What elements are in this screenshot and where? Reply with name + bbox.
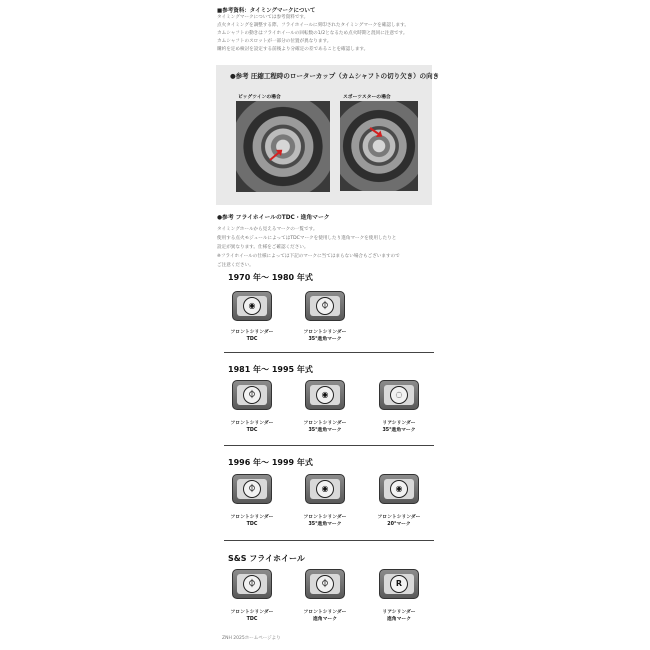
timing-mark-icon: ⏀ bbox=[248, 484, 256, 493]
timing-mark-label: フロントシリンダー TDC bbox=[230, 610, 274, 622]
tdc-line: 使用する点火モジュールによってはTDCマークを使用したり進角マークを使用したりと bbox=[217, 236, 397, 241]
timing-mark-label: リアシリンダー 35°進角マーク bbox=[382, 421, 416, 433]
timing-mark-image bbox=[232, 380, 272, 410]
timing-mark-image bbox=[305, 380, 345, 410]
timing-mark-image bbox=[379, 380, 419, 410]
page-footer: ZNH 2025ホームページより bbox=[222, 636, 281, 641]
timing-mark-icon: ◉ bbox=[321, 484, 329, 493]
timing-mark-icon: ⏀ bbox=[321, 579, 329, 588]
sportster-rotor-photo bbox=[340, 101, 418, 191]
timing-mark-label: フロントシリンダー 進角マーク bbox=[303, 610, 347, 622]
section-divider bbox=[224, 540, 434, 541]
timing-mark-image bbox=[305, 569, 345, 599]
timing-mark-label: フロントシリンダー 35°進角マーク bbox=[303, 330, 347, 342]
section-divider bbox=[224, 352, 434, 353]
timing-mark-icon: ⏀ bbox=[321, 301, 329, 310]
tdc-line: ※フライホイールの仕様によっては下記のマークに当てはまらない場合もございますので bbox=[217, 254, 400, 259]
timing-mark-image bbox=[379, 569, 419, 599]
timing-mark-icon: ⏀ bbox=[248, 390, 256, 399]
timing-mark-image bbox=[379, 474, 419, 504]
notes-line: カムシャフトの動きはフライホイールの回転数の1/2となるため点火時期と混同に注意です。 bbox=[217, 30, 408, 36]
photo-label-big-twin: ビッグツインの場合 bbox=[238, 95, 281, 100]
timing-mark-image bbox=[232, 569, 272, 599]
timing-mark-icon: ◉ bbox=[248, 301, 256, 310]
notes-line: 購約を定め検討を設定する前後より分確定の差であることを確認します。 bbox=[217, 46, 369, 52]
timing-mark-image bbox=[305, 291, 345, 321]
timing-mark-image bbox=[232, 291, 272, 321]
timing-mark-label: フロントシリンダー 35°進角マーク bbox=[303, 421, 347, 433]
tdc-section bbox=[217, 212, 432, 268]
group-title: S&S フライホイール bbox=[228, 554, 305, 563]
tdc-line: 設定が異なります。仕様をご確認ください。 bbox=[217, 245, 309, 250]
timing-mark-icon: ⏀ bbox=[248, 579, 256, 588]
timing-mark-icon: R bbox=[395, 579, 403, 588]
timing-mark-label: フロントシリンダー TDC bbox=[230, 421, 274, 433]
timing-mark-icon: ◉ bbox=[321, 390, 329, 399]
timing-mark-label: フロントシリンダー 20°マーク bbox=[377, 515, 421, 527]
timing-mark-label: リアシリンダー 進角マーク bbox=[382, 610, 416, 622]
section-divider bbox=[224, 445, 434, 446]
reference-notes bbox=[217, 6, 437, 54]
tdc-line: タイミングホールから見えるマークの一覧です。 bbox=[217, 227, 318, 232]
timing-mark-icon: ◉ bbox=[395, 484, 403, 493]
notes-line: タイミングマークについては参考資料です。 bbox=[217, 15, 309, 20]
notes-line: 点火タイミングを調整する際、フライホイールに刻印されたタイミングマークを確認します。 bbox=[217, 22, 409, 28]
red-arrow-icon bbox=[269, 150, 281, 161]
red-arrow-icon bbox=[369, 127, 381, 136]
timing-mark-image bbox=[305, 474, 345, 504]
big-twin-rotor-photo bbox=[236, 101, 330, 192]
tdc-heading: ●参考 フライホイールのTDC・進角マーク bbox=[217, 215, 330, 221]
group-title: 1970 年～ 1980 年式 bbox=[228, 273, 313, 282]
timing-mark-label: フロントシリンダー 35°進角マーク bbox=[303, 515, 347, 527]
photo-label-sportster: スポーツスターの場合 bbox=[343, 95, 391, 100]
timing-mark-icon: ◌ bbox=[395, 390, 403, 399]
tdc-line: ご注意ください。 bbox=[217, 263, 254, 268]
notes-line: カムシャフトのスロットが一部分の位置が異なります。 bbox=[217, 38, 332, 44]
group-title: 1996 年～ 1999 年式 bbox=[228, 458, 313, 467]
notes-heading: ■参考資料：タイミングマークについて bbox=[217, 8, 316, 14]
timing-mark-label: フロントシリンダー TDC bbox=[230, 515, 274, 527]
figure-title: ●参考 圧縮工程時のローターカップ（カムシャフトの切り欠き）の向き bbox=[230, 72, 440, 80]
timing-mark-label: フロントシリンダー TDC bbox=[230, 330, 274, 342]
rotor-cup-figure bbox=[216, 65, 440, 205]
timing-mark-image bbox=[232, 474, 272, 504]
group-title: 1981 年～ 1995 年式 bbox=[228, 365, 313, 374]
